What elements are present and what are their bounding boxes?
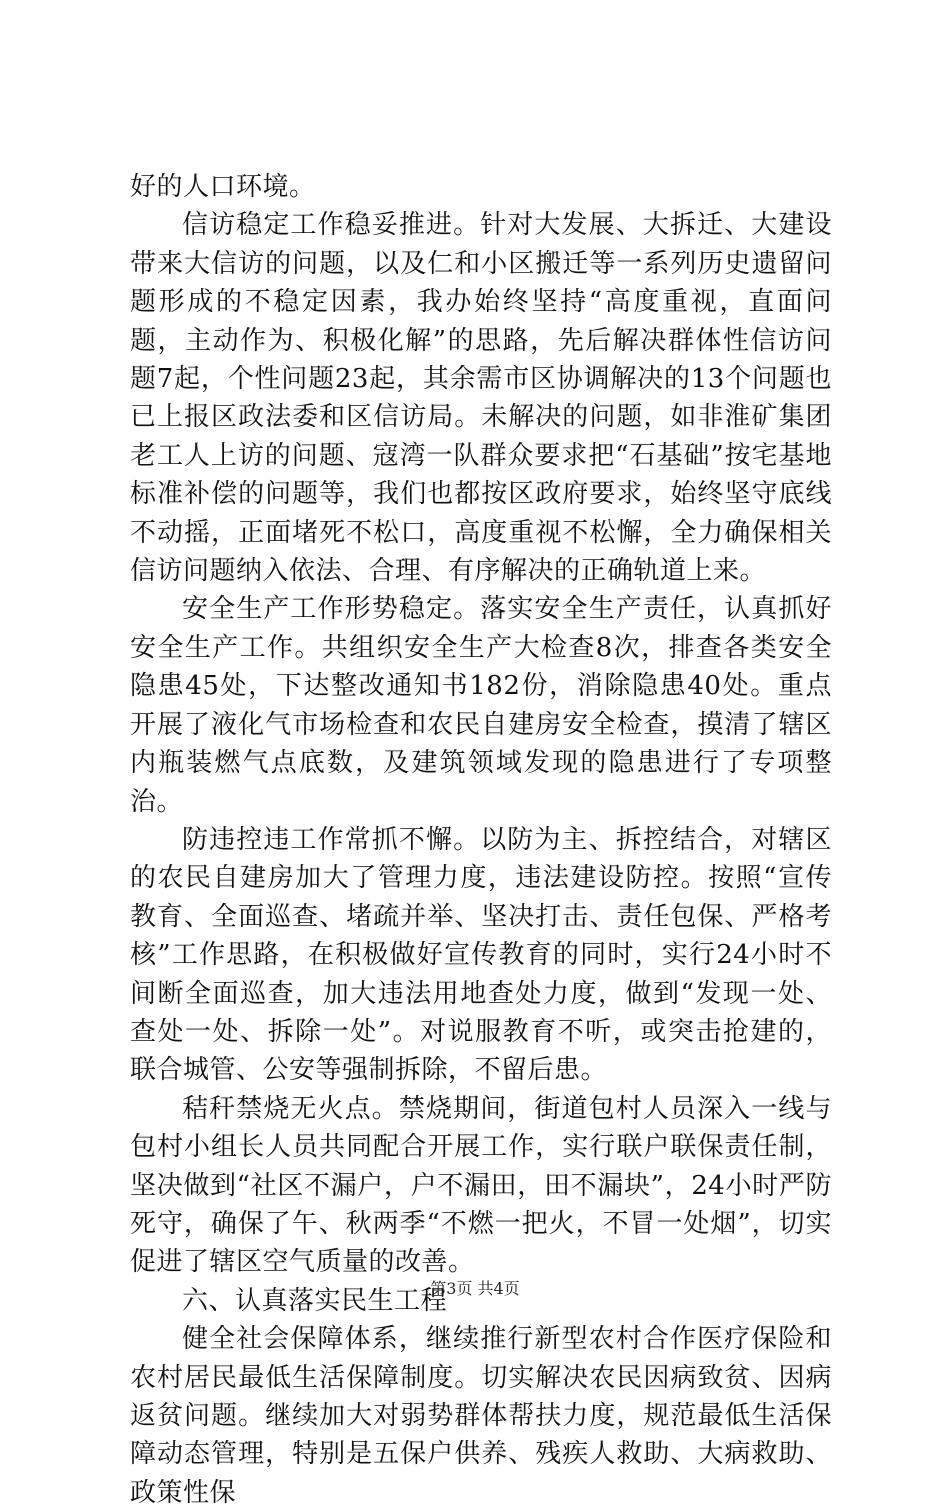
- paragraph-straw-burning: 秸秆禁烧无火点。禁烧期间，街道包村人员深入一线与包村小组长人员共同配合开展工作，实行联户联保责任制，坚决做到“社区不漏户，户不漏田，田不漏块”，24小时严防死守，确保了午、秋两季“不燃一把火，不冒一处烟”，切实促进了辖区空气质量的改善。: [130, 1093, 832, 1278]
- paragraph-env-ending: 好的人口环境。: [130, 172, 316, 202]
- page-number-footer: 第3页 共4页: [430, 1279, 520, 1298]
- paragraph-illegal-construction: 防违控违工作常抓不懈。以防为主、拆控结合，对辖区的农民自建房加大了管理力度，违法建设防控。按照“宣传教育、全面巡查、堵疏并举、坚决打击、责任包保、严格考核”工作思路，在积极做好宣传教育的同时，实行24小时不间断全面巡查，加大违法用地查处力度，做到“发现一处、查处一处、拆除一处”。对说服教育不听，或突击抢建的，联合城管、公安等强制拆除，不留后患。: [130, 824, 832, 1086]
- section-heading-livelihood: 六、认真落实民生工程: [182, 1285, 448, 1316]
- paragraph-social-security: 健全社会保障体系，继续推行新型农村合作医疗保险和农村居民最低生活保障制度。切实解决农民因病致贫、因病返贫问题。继续加大对弱势群体帮扶力度，规范最低生活保障动态管理，特别是五保户供养、残疾人救助、大病救助、政策性保: [130, 1324, 832, 1508]
- paragraph-petition-stability: 信访稳定工作稳妥推进。针对大发展、大拆迁、大建设带来大信访的问题，以及仁和小区搬迁等一系列历史遗留问题形成的不稳定因素，我办始终坚持“高度重视，直面问题，主动作为、积极化解”的思路，先后解决群体性信访问题7起，个性问题23起，其余需市区协调解决的13个问题也已上报区政法委和区信访局。未解决的问题，如非淮矿集团老工人上访的问题、寇湾一队群众要求把“石基础”按宅基地标准补偿的问题等，我们也都按区政府要求，始终坚守底线不动摇，正面堵死不松口，高度重视不松懈，全力确保相关信访问题纳入依法、合理、有序解决的正确轨道上来。: [130, 210, 832, 587]
- paragraph-production-safety: 安全生产工作形势稳定。落实安全生产责任，认真抓好安全生产工作。共组织安全生产大检查8次，排查各类安全隐患45处，下达整改通知书182份，消除隐患40处。重点开展了液化气市场检查和农民自建房安全检查，摸清了辖区内瓶装燃气点底数，及建筑领域发现的隐患进行了专项整治。: [130, 594, 832, 817]
- document-body: [130, 168, 832, 1512]
